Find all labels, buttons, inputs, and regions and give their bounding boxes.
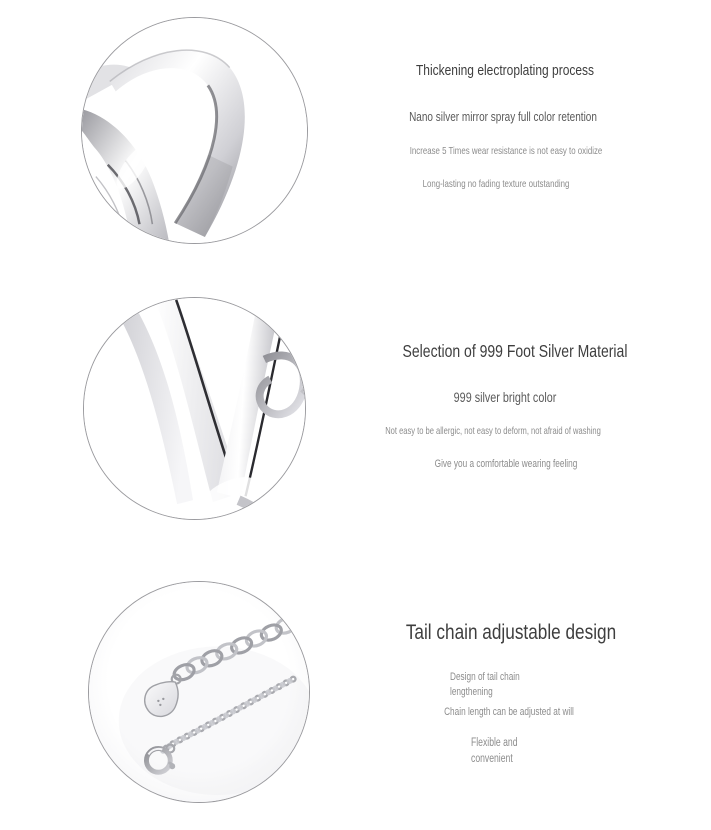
section-subtitle: 999 silver bright color [453,390,557,405]
section-title: Selection of 999 Foot Silver Material [402,341,628,361]
section-subtitle: Nano silver mirror spray full color retention [409,110,597,124]
silver-ribbons-closeup-image [84,298,305,519]
section-title: Thickening electroplating process [415,62,595,79]
product-photo-material [83,297,306,520]
tail-chain-clasp-image [89,582,309,802]
section-point: Chain length can be adjusted at will [444,706,574,718]
section-title: Tail chain adjustable design [405,620,617,644]
product-photo-tail-chain [88,581,310,803]
section-point: Increase 5 Times wear resistance is not easy to oxidize [409,145,603,157]
section-point: Give you a comfortable wearing feeling [434,458,578,470]
section-point: Not easy to be allergic, not easy to deform, not afraid of washing [385,425,601,437]
section-point: Flexible and convenient [471,737,518,766]
section-point: Long-lasting no fading texture outstanding [422,178,570,190]
silver-band-closeup-image [82,18,307,243]
section-subtitle: Design of tail chain lengthening [450,671,520,698]
product-photo-electroplating [81,17,308,244]
